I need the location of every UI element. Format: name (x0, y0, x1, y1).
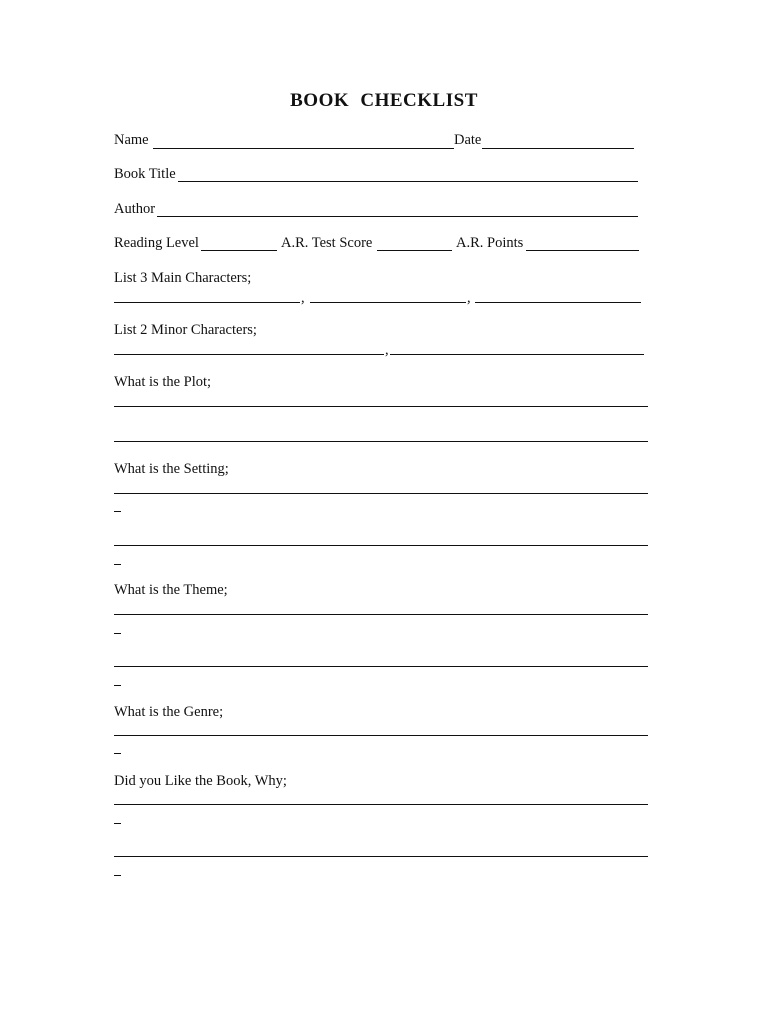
main-character-2-field[interactable] (310, 302, 466, 303)
line-continuation-mark (114, 564, 121, 565)
ar-test-score-label: A.R. Test Score (281, 235, 373, 251)
book-title-field[interactable] (178, 181, 638, 182)
comma-separator: , (467, 290, 471, 306)
minor-characters-label: List 2 Minor Characters; (114, 322, 257, 338)
genre-line-1[interactable] (114, 735, 648, 736)
comma-separator: , (301, 290, 305, 306)
ar-points-label: A.R. Points (456, 235, 524, 251)
genre-label: What is the Genre; (114, 704, 224, 720)
opinion-line-1[interactable] (114, 804, 648, 805)
minor-character-1-field[interactable] (114, 354, 384, 355)
setting-line-1[interactable] (114, 493, 648, 494)
line-continuation-mark (114, 875, 121, 876)
setting-line-2[interactable] (114, 545, 648, 546)
ar-test-score-field[interactable] (377, 250, 452, 251)
plot-line-2[interactable] (114, 441, 648, 442)
theme-line-2[interactable] (114, 666, 648, 667)
setting-label: What is the Setting; (114, 461, 229, 477)
theme-line-1[interactable] (114, 614, 648, 615)
date-field[interactable] (482, 148, 634, 149)
name-field[interactable] (153, 148, 454, 149)
line-continuation-mark (114, 753, 121, 754)
book-title-label: Book Title (114, 166, 176, 182)
name-label: Name (114, 132, 149, 148)
main-character-1-field[interactable] (114, 302, 300, 303)
theme-label: What is the Theme; (114, 582, 228, 598)
line-continuation-mark (114, 633, 121, 634)
plot-line-1[interactable] (114, 406, 648, 407)
reading-level-field[interactable] (201, 250, 277, 251)
opinion-line-2[interactable] (114, 856, 648, 857)
line-continuation-mark (114, 685, 121, 686)
author-field[interactable] (157, 216, 638, 217)
minor-character-2-field[interactable] (390, 354, 644, 355)
page-title: BOOK CHECKLIST (290, 90, 478, 111)
main-character-3-field[interactable] (475, 302, 641, 303)
opinion-label: Did you Like the Book, Why; (114, 773, 287, 789)
date-label: Date (454, 132, 482, 148)
author-label: Author (114, 201, 156, 217)
line-continuation-mark (114, 823, 121, 824)
ar-points-field[interactable] (526, 250, 639, 251)
line-continuation-mark (114, 511, 121, 512)
main-characters-label: List 3 Main Characters; (114, 270, 252, 286)
comma-separator: , (385, 342, 389, 358)
plot-label: What is the Plot; (114, 374, 212, 390)
reading-level-label: Reading Level (114, 235, 199, 251)
